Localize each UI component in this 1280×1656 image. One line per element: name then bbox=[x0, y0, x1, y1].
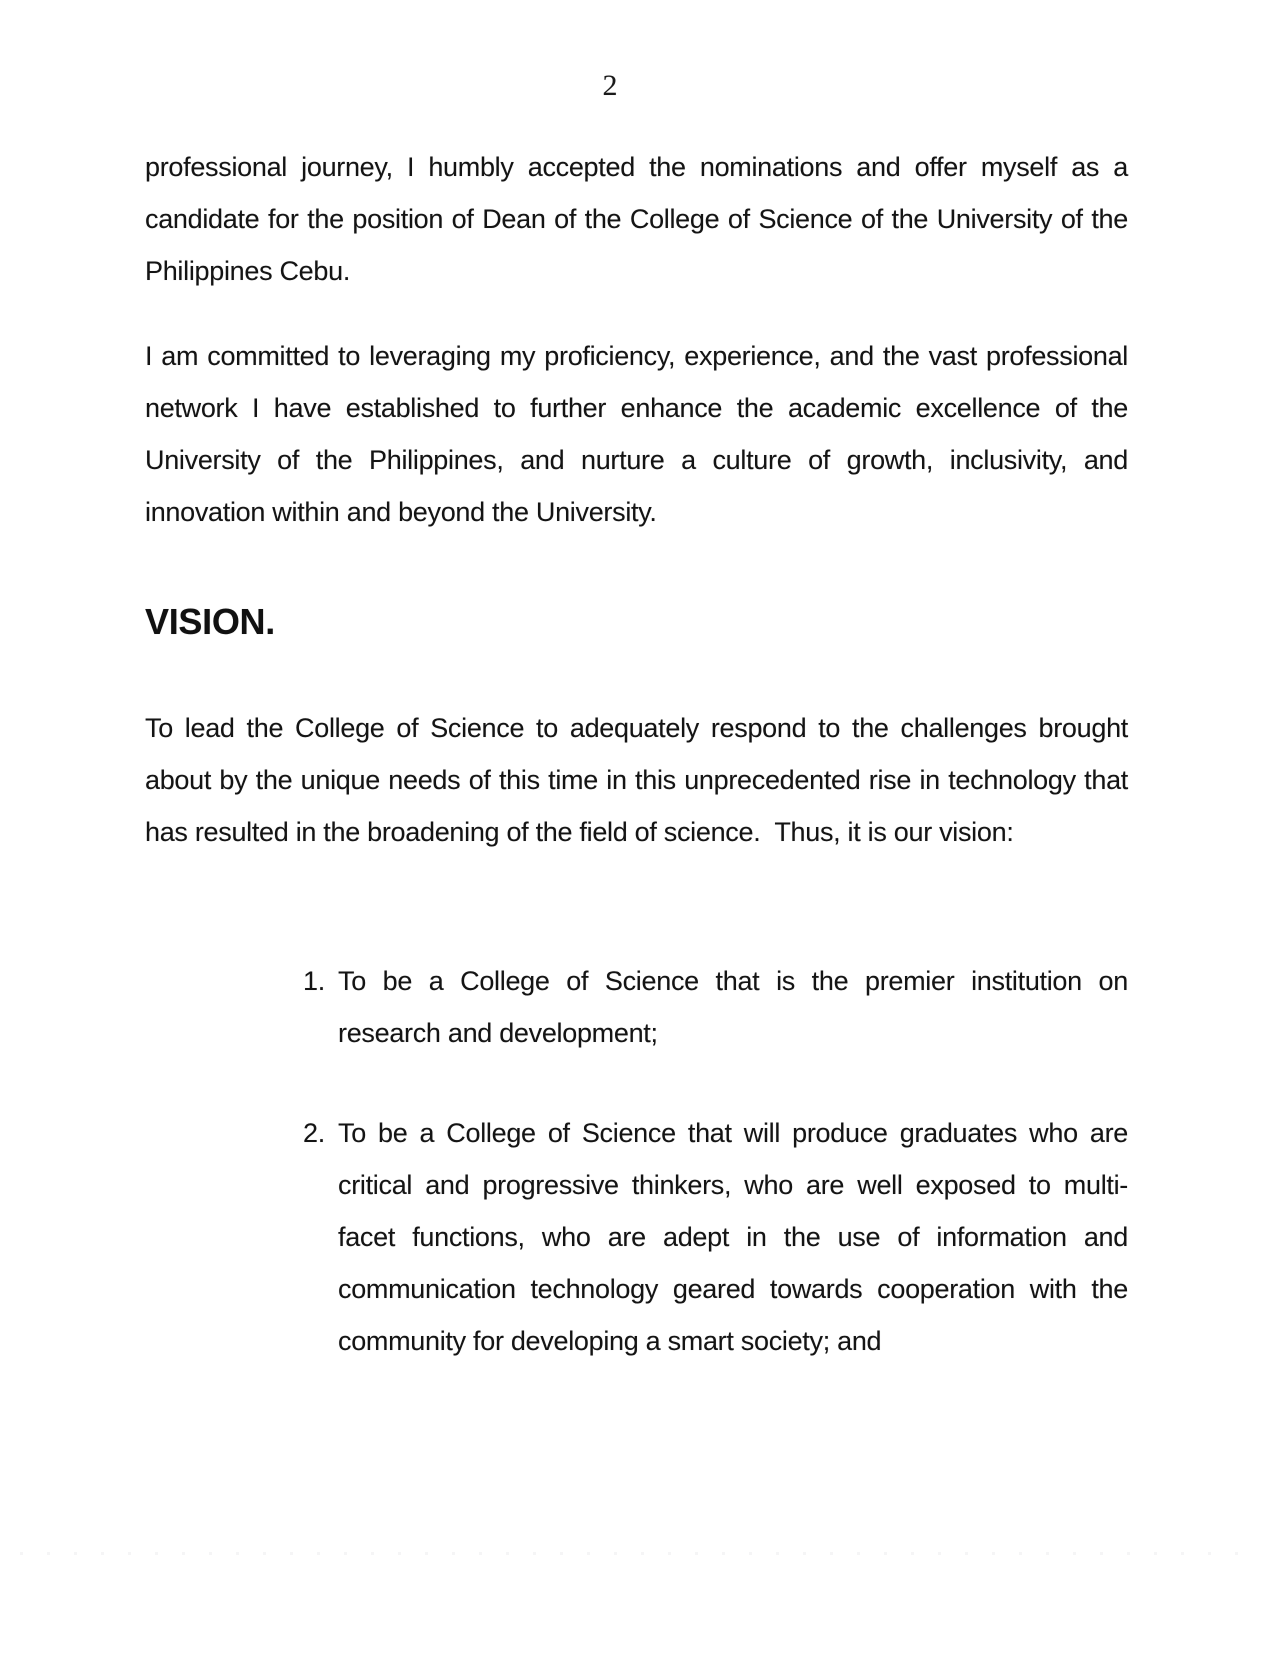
section-heading-vision: VISION. bbox=[145, 601, 275, 642]
scan-artifact-line bbox=[20, 1552, 1260, 1555]
paragraph-commitment: I am committed to leveraging my proficiency, experience, and the vast professional network I have established to further enhance the academic excellence of the University of the Philippines, and nurture a culture of growth, inclusivity, and innovation within and beyond the University. bbox=[145, 341, 1128, 527]
vision-list-item-1-number: 1. bbox=[303, 966, 325, 996]
paragraph-candidacy: professional journey, I humbly accepted the nominations and offer myself as a candidate for the position of Dean of the College of Science of the University of the Philippines Cebu. bbox=[145, 152, 1128, 286]
vision-list-item-1-text: To be a College of Science that is the premier institution on research and development; bbox=[338, 966, 1128, 1048]
vision-list-item-2-number: 2. bbox=[303, 1118, 325, 1148]
page-number: 2 bbox=[602, 69, 618, 102]
paragraph-vision-intro: To lead the College of Science to adequately respond to the challenges brought about by the unique needs of this time in this unprecedented rise in technology that has resulted in the broadening of the field of science. Thus, it is our vision: bbox=[145, 713, 1128, 847]
vision-list-item-2-text: To be a College of Science that will produce graduates who are critical and progressive thinkers, who are well exposed to multi-facet functions, who are adept in the use of information and communication technology geared towards cooperation with the community for developing a smart society; and bbox=[338, 1118, 1128, 1356]
